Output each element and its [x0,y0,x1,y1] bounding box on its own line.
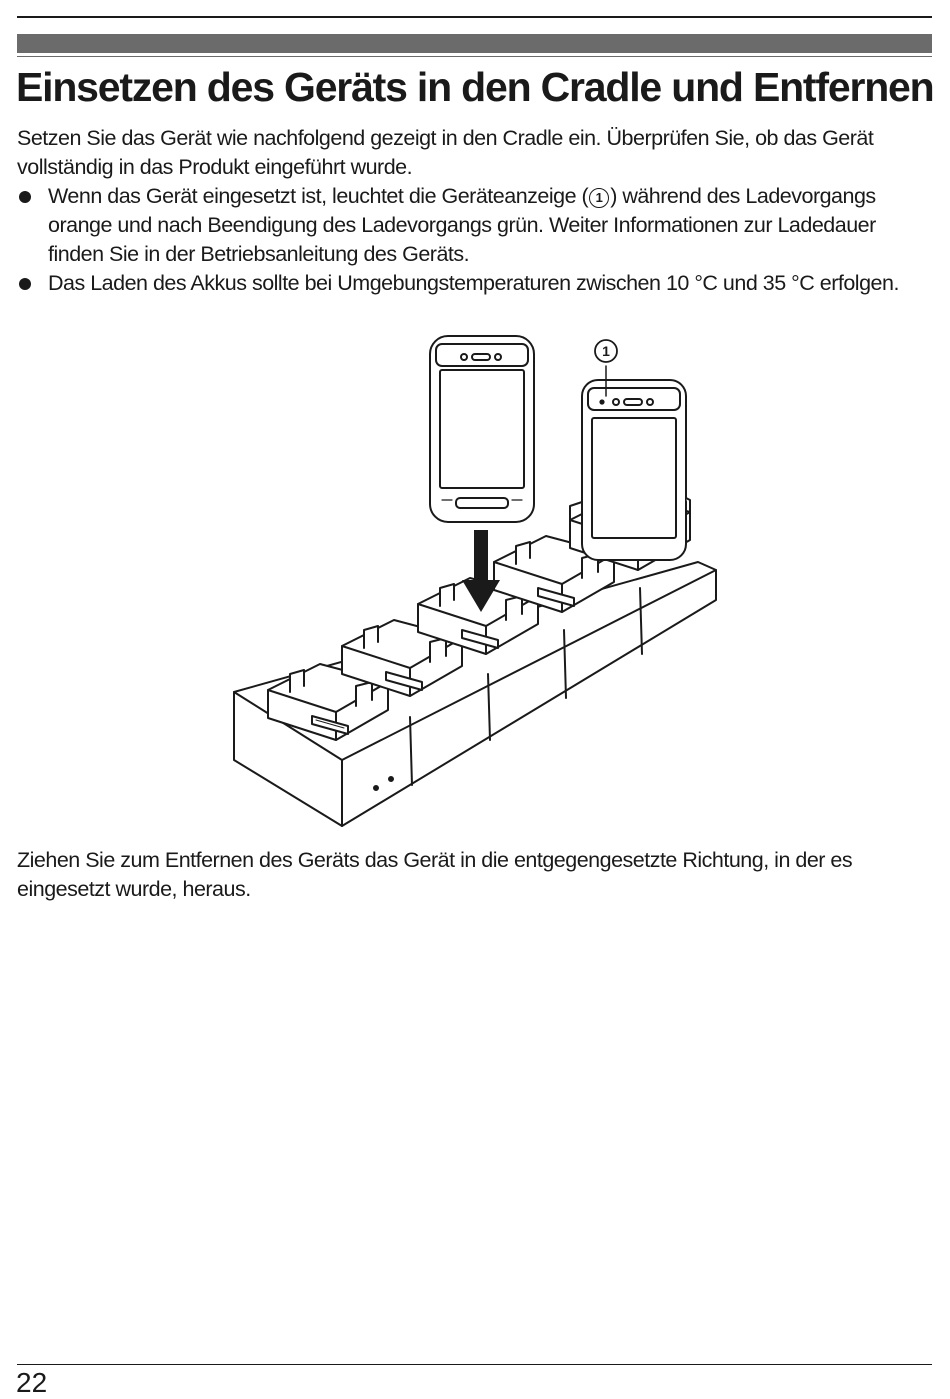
page-number: 22 [16,1367,48,1398]
header-band [17,34,932,53]
header-band-rule [17,56,932,57]
docked-phone [570,380,690,560]
bullet-item-indicator [17,182,932,269]
top-rule [17,16,932,18]
bullet-temperature-text: Das Laden des Akkus sollte bei Umgebungstemperaturen zwischen 10 °C und 35 °C erfolgen. [48,271,899,295]
bullet-indicator-text-after: ) während des Ladevorgangs orange und nach Beendigung des Ladevorgangs grün. Weiter Informationen zur Ladedauer finden Sie in der Betriebsanleitung des Geräts. [48,184,876,266]
page-title: Einsetzen des Geräts in den Cradle und Entfernen [16,64,934,110]
cradle-illustration [220,330,730,830]
bullet-indicator-text-before: Wenn das Gerät eingesetzt ist, leuchtet die Geräteanzeige ( [48,184,589,208]
intro-paragraph: Setzen Sie das Gerät wie nachfolgend gezeigt in den Cradle ein. Überprüfen Sie, ob das Gerät vollständig in das Produkt eingeführt wurde. [17,126,874,179]
inserting-phone [430,336,534,522]
bullet-list [17,182,932,298]
bullet-dot-icon [19,191,31,203]
footer-rule [17,1364,932,1365]
outro-paragraph: Ziehen Sie zum Entfernen des Geräts das Gerät in die entgegengesetzte Richtung, in der es eingesetzt wurde, heraus. [17,848,853,901]
callout-marker-label: 1 [602,343,610,359]
bullet-dot-icon [19,278,31,290]
bullet-item-temperature [17,269,932,298]
circled-number-marker: 1 [589,188,609,208]
